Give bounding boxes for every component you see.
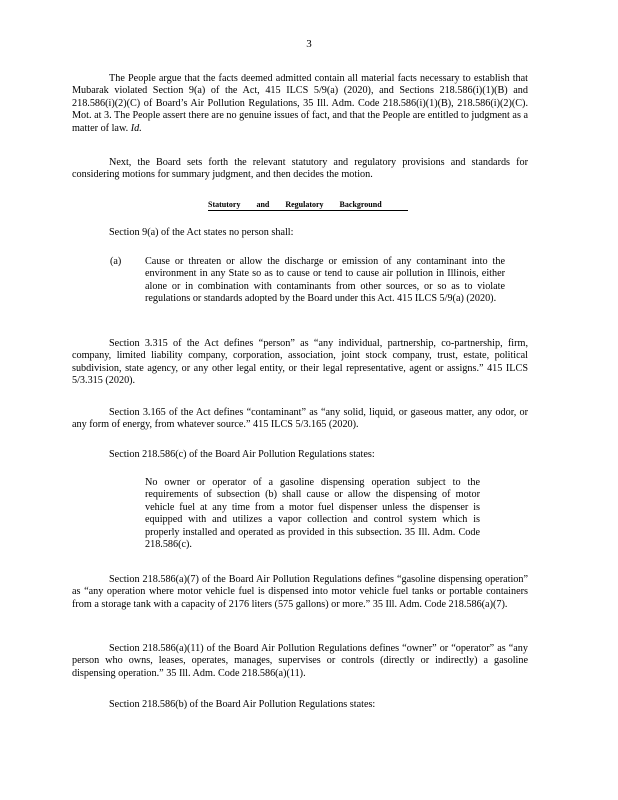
list-item-label: (a) (110, 256, 122, 267)
block-quote-218-586c: No owner or operator of a gasoline dispensing operation subject to the requirements of subsection (b) shall cause or allow the dispensing of motor vehicle fuel at any time from a motor fuel dispenser unless the dispenser is equipped with and utilizes a vapor collection and control system which is properly installed and operated as provided in this subsection. 35 Ill. Adm. Code 218.586(c). (145, 477, 480, 551)
id-citation: Id. (130, 122, 142, 134)
paragraph-section-218-586c-intro: Section 218.586(c) of the Board Air Pollution Regulations states: (109, 449, 375, 460)
paragraph-gasoline-dispensing-definition: Section 218.586(a)(7) of the Board Air Pollution Regulations defines “gasoline dispensing operation” as “any operation where motor vehicle fuel is dispensed into motor vehicle fuel tanks or portable containers from a storage tank with a capacity of 2176 liters (575 gallons) or more.” 35 Ill. Adm. Code 218.586(a)(7). (72, 574, 528, 610)
paragraph-person-definition: Section 3.315 of the Act defines “person” as “any individual, partnership, co-partnership, firm, company, limited liability company, corporation, association, joint stock company, trust, estate, political subdivision, state agency, or any other legal entity, or their legal representative, agent or assigns.” 415 ILCS 5/3.315 (2020). (72, 338, 528, 387)
page-number: 3 (306, 38, 312, 50)
paragraph-owner-operator-definition: Section 218.586(a)(11) of the Board Air Pollution Regulations defines “owner” or “operator” as “any person who owns, leases, operates, manages, supervises or controls (directly or indirectly) a gasoline dispensing operation.” 35 Ill. Adm. Code 218.586(a)(11). (72, 643, 528, 679)
paragraph-people-argue (72, 73, 528, 135)
paragraph-section-218-586b-intro: Section 218.586(b) of the Board Air Pollution Regulations states: (109, 699, 376, 710)
paragraph-board-sets-forth: Next, the Board sets forth the relevant statutory and regulatory provisions and standards for considering motions for summary judgment, and then decides the motion. (72, 157, 528, 181)
section-heading: Statutory and Regulatory Background (208, 200, 408, 211)
paragraph-section-9a-intro: Section 9(a) of the Act states no person shall: (109, 227, 294, 238)
list-item-text: Cause or threaten or allow the discharge or emission of any contaminant into the environment in any State so as to cause or tend to cause air pollution in Illinois, either alone or in combination with contaminants from other sources, or so as to violate regulations or standards adopted by the Board under this Act. 415 ILCS 5/9(a) (2020). (145, 256, 505, 305)
paragraph-contaminant-definition: Section 3.165 of the Act defines “contaminant” as “any solid, liquid, or gaseous matter, any odor, or any form of energy, from whatever source.” 415 ILCS 5/3.165 (2020). (72, 407, 528, 431)
paragraph-people-argue-text: The People argue that the facts deemed admitted contain all material facts necessary to establish that Mubarak violated Section 9(a) of the Act, 415 ILCS 5/9(a) (2020), and Sections 218.586(i)(1)(B) and 218.586(i)(2)(C) of Board’s Air Pollution Regulations, 35 Ill. Adm. Code 218.586(i)(1)(B), 218.586(i)(2)(C). Mot. at 3. The People assert there are no genuine issues of fact, and that the People are entitled to judgment as a matter of law. (72, 73, 528, 134)
